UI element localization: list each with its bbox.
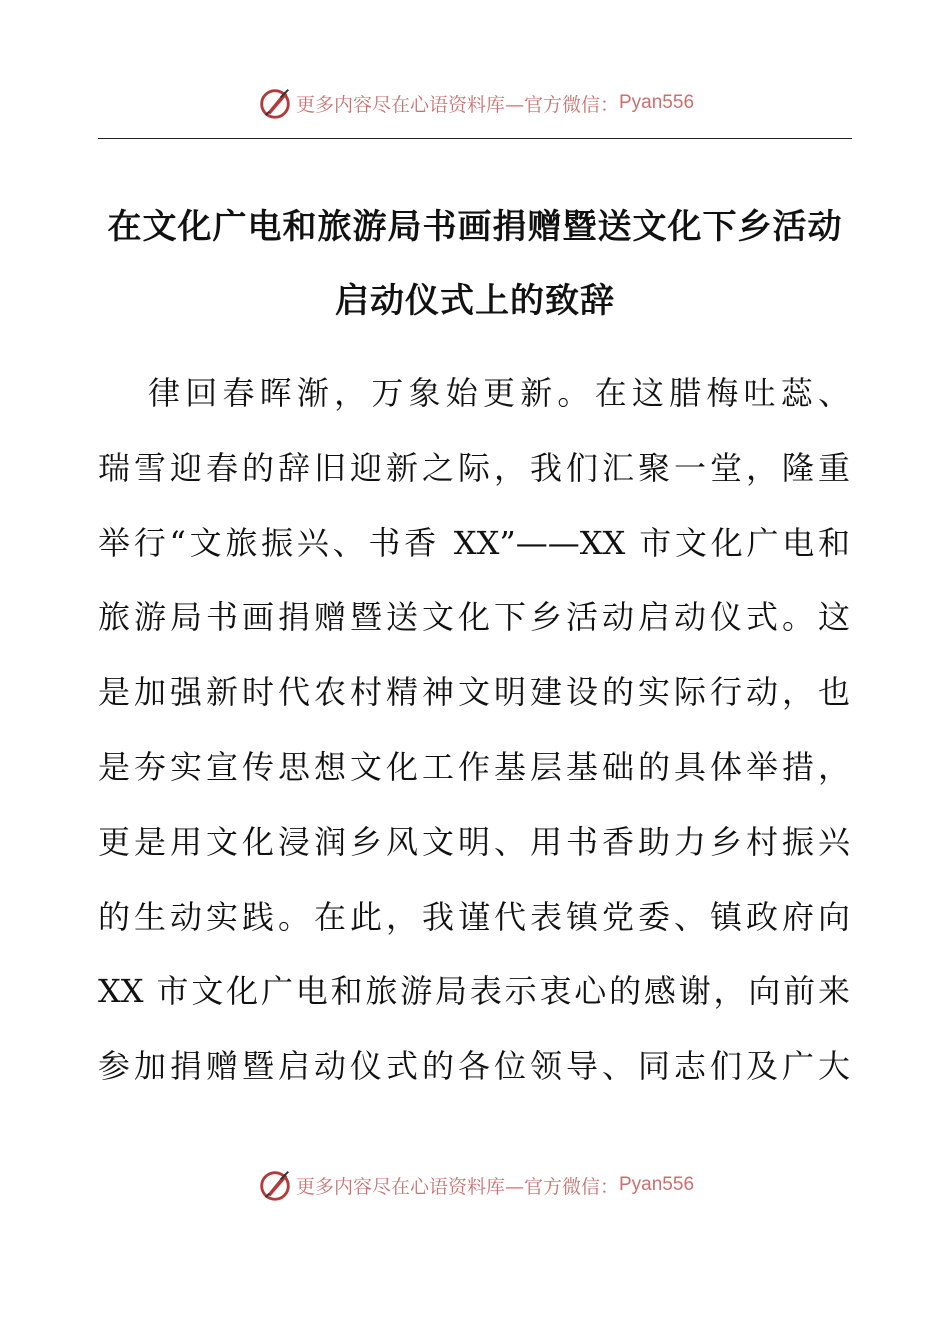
- page-header: [0, 78, 950, 128]
- body-line: 是加强新时代农村精神文明建设的实际行动，也: [98, 673, 850, 712]
- title-line: 启动仪式上的致辞: [335, 281, 615, 321]
- page-footer: [0, 1160, 950, 1210]
- header-banner-text: 更多内容尽在心语资料库—官方微信：: [295, 93, 619, 116]
- body-line: 旅游局书画捐赠暨送文化下乡活动启动仪式。这: [98, 598, 850, 637]
- footer-banner-text: 更多内容尽在心语资料库—官方微信：: [295, 1175, 619, 1198]
- header-wechat-id: Pyan556: [619, 92, 695, 113]
- footer-banner: [256, 1166, 694, 1204]
- quill-pen-logo-icon: [256, 84, 294, 122]
- body-line: XX 市文化广电和旅游局表示衷心的感谢，向前来: [98, 972, 850, 1011]
- title-line: 在文化广电和旅游局书画捐赠暨送文化下乡活动: [107, 207, 843, 247]
- document-title: [98, 190, 852, 338]
- document-body: [98, 356, 850, 1104]
- body-line: 是夯实宣传思想文化工作基层基础的具体举措，: [98, 747, 850, 786]
- quill-pen-logo-icon: [256, 1166, 294, 1204]
- body-line: 更是用文化浸润乡风文明、用书香助力乡村振兴: [98, 822, 850, 861]
- body-line: 的生动实践。在此，我谨代表镇党委、镇政府向: [98, 897, 850, 936]
- body-line: 举行“文旅振兴、书香 XX”——XX 市文化广电和: [98, 523, 850, 562]
- footer-wechat-id: Pyan556: [619, 1174, 695, 1195]
- body-line: 律回春晖渐，万象始更新。在这腊梅吐蕊、: [148, 374, 850, 412]
- body-line: 瑞雪迎春的辞旧迎新之际，我们汇聚一堂，隆重: [98, 448, 850, 487]
- header-banner: [256, 84, 694, 122]
- body-line: 参加捐赠暨启动仪式的各位领导、同志们及广大: [98, 1047, 850, 1086]
- header-divider: [98, 138, 852, 139]
